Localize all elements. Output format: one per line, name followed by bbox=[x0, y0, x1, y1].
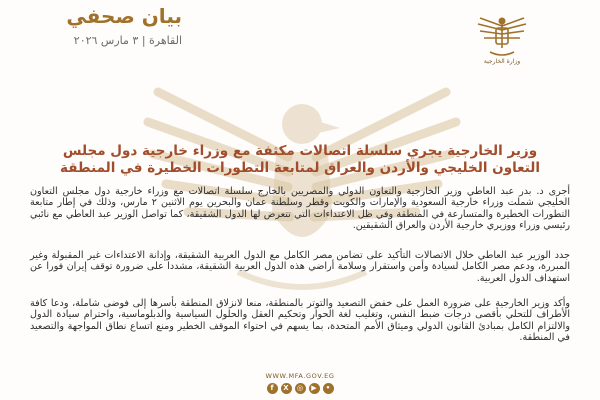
paragraph-2: جدد الوزير عبد العاطي خلال الاتصالات التأكيد على تضامن مصر الكامل مع الدول العربية الشقيقة، وإدانة الاعتداءات غير المقبولة وغير المبررة، ودعم مصر الكامل لسيادة وأمن واستقرار وسلامة أراضي هذه الدول العربية الشقيقة، مشددا على ضرورة توقف إيران فورا عن استهداف الدول العربية. bbox=[30, 250, 570, 284]
emblem-icon bbox=[472, 12, 532, 58]
facebook-icon[interactable]: f bbox=[267, 383, 278, 394]
mfa-icon[interactable]: • bbox=[323, 383, 334, 394]
footer bbox=[0, 356, 600, 400]
x-icon[interactable]: X bbox=[281, 383, 292, 394]
paragraph-1: أجرى د. بدر عبد العاطي وزير الخارجية والتعاون الدولي والمصريين بالخارج سلسلة اتصالات مع وزراء خارجية دول مجلس التعاون الخليجي شملت وزراء خارجية السعودية والإمارات والكويت وقطر وسلطنة عمان والبحرين يوم الاثنين ٢ مارس، وذلك في إطار متابعة التطورات الخطيرة والمتسارعة في المنطقة وفي ظل الاعتداءات التي تتعرض لها الدول الشقيقة، كما تواصل الوزير عبد العاطي مع نائبي رئيسي وزراء ووزيري خارجية الأردن والعراق الشقيقين. bbox=[30, 186, 570, 231]
youtube-icon[interactable]: ▶ bbox=[309, 383, 320, 394]
instagram-icon[interactable]: ◎ bbox=[295, 383, 306, 394]
emblem-caption: وزارة الخارجية bbox=[483, 58, 521, 65]
social-links bbox=[255, 383, 345, 395]
paragraph-3: وأكد وزير الخارجية على ضرورة العمل على خفض التصعيد والتوتر بالمنطقة، منعا لانزلاق المنطقة بأسرها إلى فوضى شاملة، ودعا كافة الأطراف للتحلي بأقصى درجات ضبط النفس، وتغليب لغة الحوار وتحكيم العقل والحلول السياسية والدبلوماسية، واحترام سيادة الدول والالتزام الكامل بمبادئ القانون الدولي وميثاق الأمم المتحدة، بما يسهم في احتواء الموقف الخطير ومنع اتساع نطاق المواجهة والتصعيد في المنطقة. bbox=[30, 298, 570, 343]
headline: وزير الخارجية يجري سلسلة اتصالات مكثفة مع وزراء خارجية دول مجلس التعاون الخليجي والأردن والعراق لمتابعة التطورات الخطيرة في المنطقة bbox=[60, 143, 540, 176]
date-line: القاهرة | ٣ مارس ٢٠٢٦ bbox=[73, 34, 182, 47]
press-release-title: بيان صحفي bbox=[66, 4, 182, 28]
website-link[interactable]: WWW.MFA.GOV.EG bbox=[265, 372, 335, 380]
